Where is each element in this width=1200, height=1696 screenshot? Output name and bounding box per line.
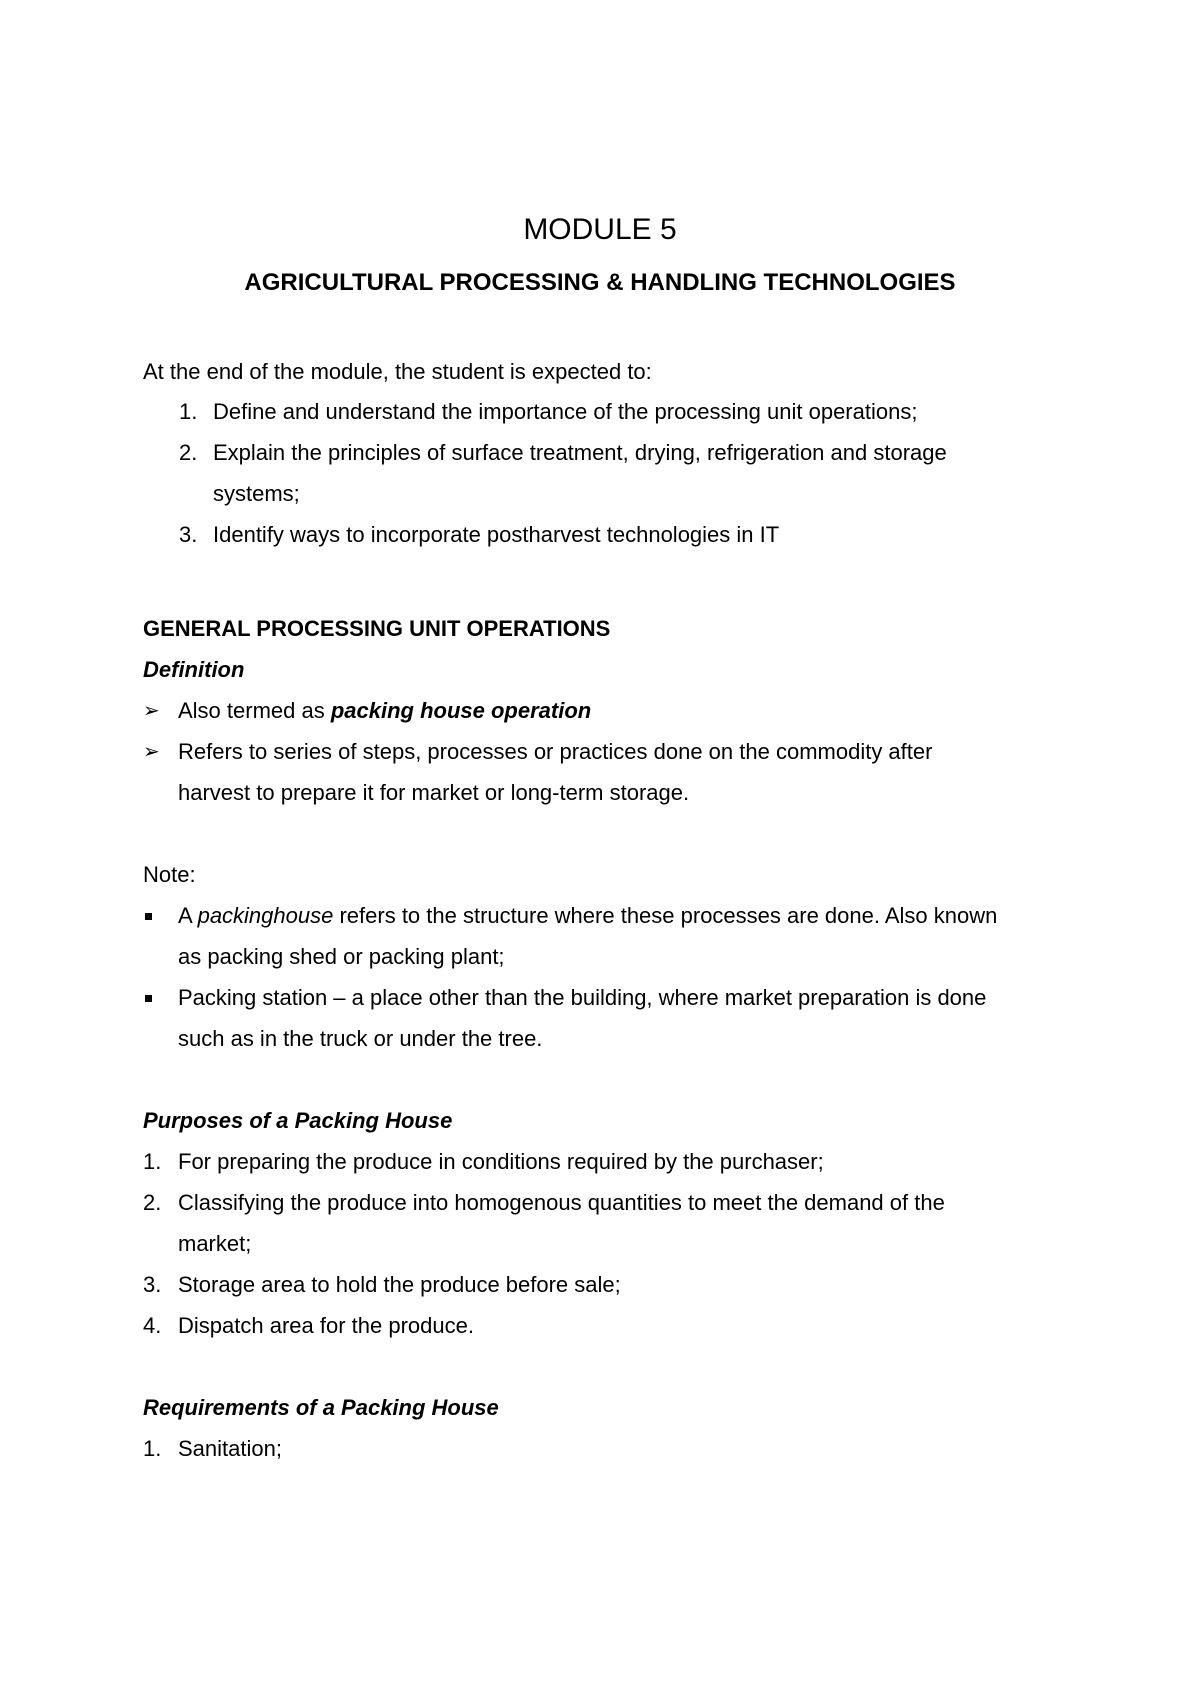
purpose-number: 3. <box>143 1272 162 1297</box>
square-bullet-icon <box>145 913 152 920</box>
objective-number: 2. <box>179 440 198 465</box>
purpose-number: 1. <box>143 1149 162 1174</box>
purpose-number: 4. <box>143 1313 162 1338</box>
objective-text: Identify ways to incorporate postharvest technologies in IT <box>213 522 780 547</box>
objectives-intro: At the end of the module, the student is expected to: <box>143 359 652 384</box>
definition-heading: Definition <box>143 657 245 682</box>
purposes-heading: Purposes of a Packing House <box>143 1108 453 1133</box>
note-label: Note: <box>143 862 196 887</box>
note-text: A <box>178 903 198 928</box>
purpose-number: 2. <box>143 1190 162 1215</box>
note-item-continued: such as in the truck or under the tree. <box>178 1026 543 1051</box>
objective-text: Explain the principles of surface treatment, drying, refrigeration and storage <box>213 440 947 465</box>
square-bullet-icon <box>145 995 152 1002</box>
objective-number: 3. <box>179 522 198 547</box>
purpose-text-continued: market; <box>178 1231 252 1256</box>
emphasis-term: packing house operation <box>330 698 592 723</box>
bullet-text: Also termed as <box>178 698 331 723</box>
definition-bullet <box>178 696 591 726</box>
note-item <box>178 901 997 931</box>
definition-bullet-continued: harvest to prepare it for market or long-term storage. <box>178 780 690 805</box>
section-heading: GENERAL PROCESSING UNIT OPERATIONS <box>143 616 611 641</box>
note-text: refers to the structure where these processes are done. Also known <box>333 903 998 928</box>
requirements-heading: Requirements of a Packing House <box>143 1395 499 1420</box>
arrow-bullet-icon: ➢ <box>143 741 160 763</box>
module-title: MODULE 5 <box>523 213 677 246</box>
objective-text-continued: systems; <box>213 481 300 506</box>
requirement-text: Sanitation; <box>178 1436 282 1461</box>
arrow-bullet-icon: ➢ <box>143 700 160 722</box>
module-subtitle: AGRICULTURAL PROCESSING & HANDLING TECHNOLOGIES <box>244 269 956 296</box>
emphasis-term: packinghouse <box>197 903 334 928</box>
objective-text: Define and understand the importance of the processing unit operations; <box>213 399 918 424</box>
objective-number: 1. <box>179 399 198 424</box>
note-item: Packing station – a place other than the building, where market preparation is done <box>178 985 987 1010</box>
purpose-text: For preparing the produce in conditions required by the purchaser; <box>178 1149 824 1174</box>
requirement-number: 1. <box>143 1436 162 1461</box>
purpose-text: Classifying the produce into homogenous quantities to meet the demand of the <box>178 1190 945 1215</box>
purpose-text: Dispatch area for the produce. <box>178 1313 474 1338</box>
definition-bullet: Refers to series of steps, processes or practices done on the commodity after <box>178 739 933 764</box>
purpose-text: Storage area to hold the produce before sale; <box>178 1272 621 1297</box>
note-item-continued: as packing shed or packing plant; <box>178 944 505 969</box>
